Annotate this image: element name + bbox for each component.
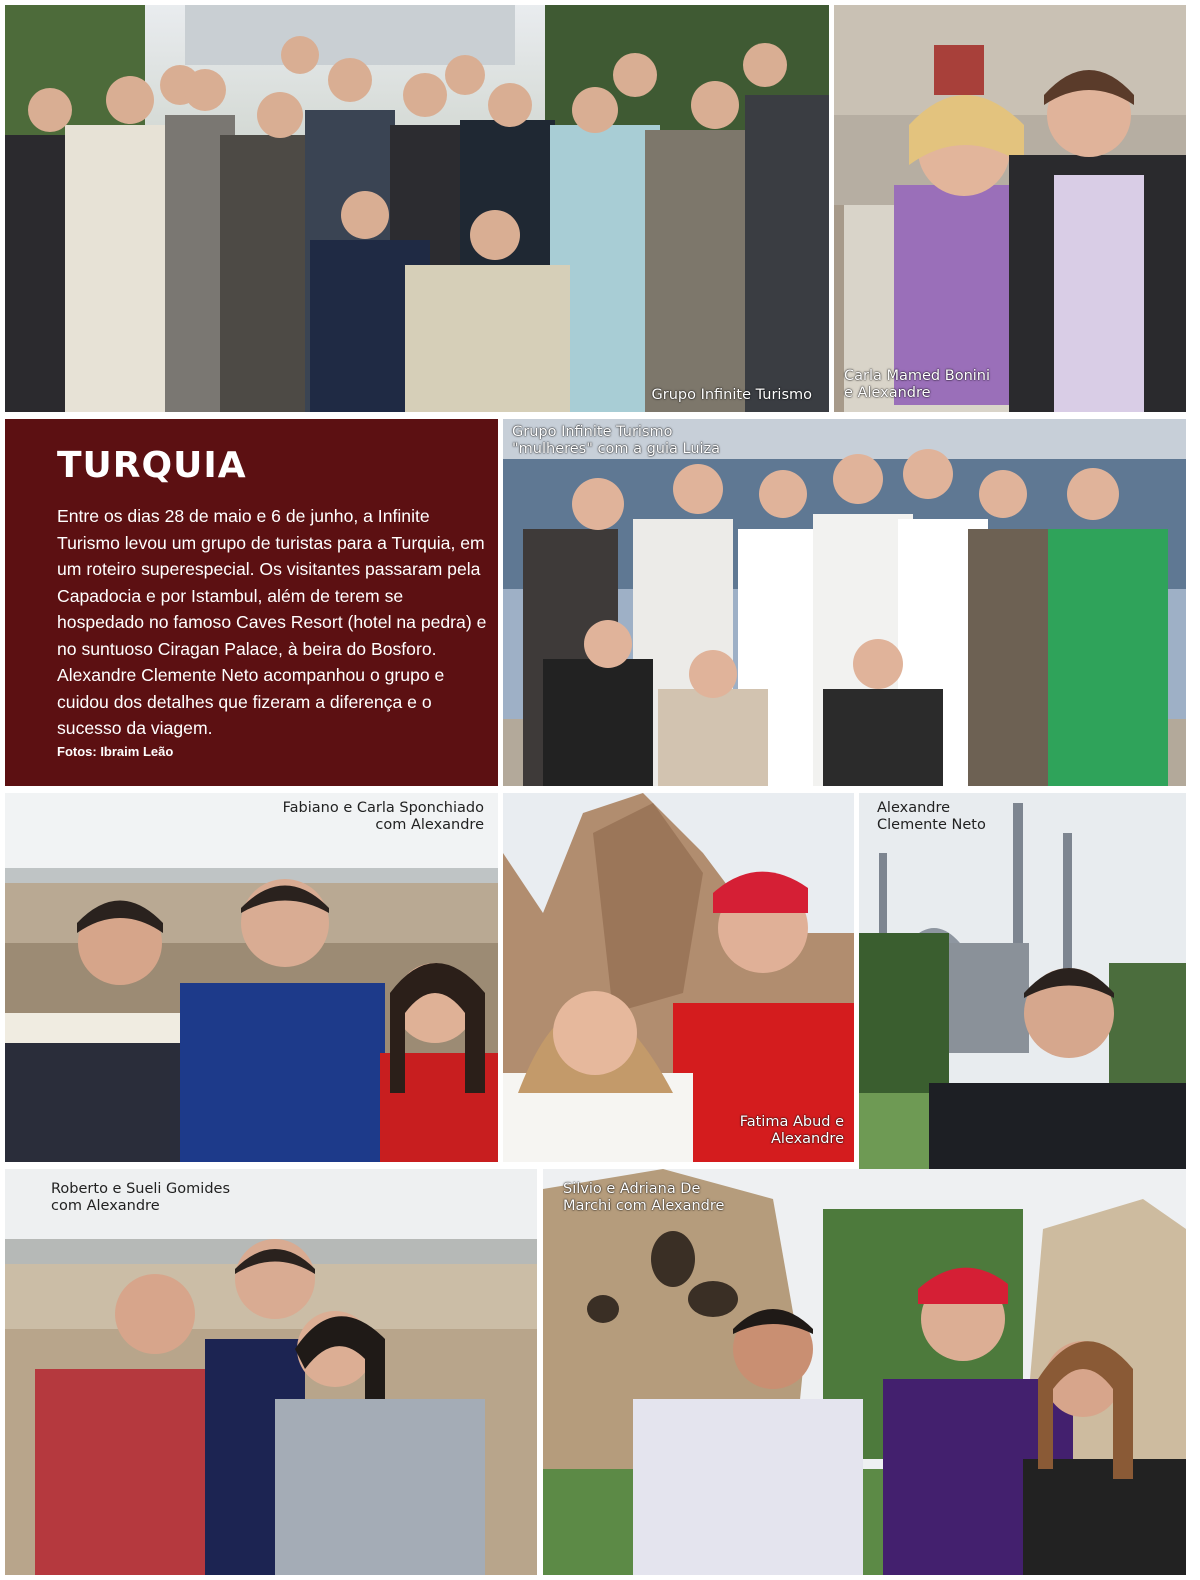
caption-group-infinite xyxy=(652,387,813,404)
caption-line: Fabiano e Carla Sponchiado xyxy=(282,800,484,816)
photo-fabiano-carla xyxy=(5,793,498,1162)
caption-carla-alexandre xyxy=(844,368,990,402)
caption-roberto-sueli xyxy=(51,1181,230,1215)
photo-alexandre-clemente xyxy=(859,793,1186,1171)
caption-line: Marchi com Alexandre xyxy=(563,1198,725,1214)
caption-line: com Alexandre xyxy=(51,1198,160,1214)
caption-line: Roberto e Sueli Gomides xyxy=(51,1181,230,1197)
caption-line: Alexandre xyxy=(770,1131,844,1147)
photo-group-infinite xyxy=(5,5,829,412)
caption-women-group xyxy=(512,424,720,458)
photo-carla-alexandre xyxy=(834,5,1186,412)
photo-women-group xyxy=(503,419,1186,786)
caption-alexandre-clemente xyxy=(877,800,986,834)
photo-roberto-sueli xyxy=(5,1169,537,1575)
caption-line: com Alexandre xyxy=(375,817,484,833)
photo-silvio-adriana xyxy=(543,1169,1186,1575)
caption-line: "mulheres" com a guia Luiza xyxy=(512,441,721,457)
caption-line: Silvio e Adriana De xyxy=(563,1181,701,1197)
caption-line: Clemente Neto xyxy=(877,817,986,833)
caption-line: Alexandre xyxy=(877,800,951,816)
caption-fatima-alexandre xyxy=(740,1114,844,1148)
caption-line: Fatima Abud e xyxy=(739,1114,844,1130)
caption-line: Carla Mamed Bonini xyxy=(844,368,991,384)
caption-line: Grupo Infinite Turismo xyxy=(512,424,673,440)
article-body: Entre os dias 28 de maio e 6 de junho, a Infinite Turismo levou um grupo de turistas para a Turquia, em um roteiro superespecial. Os visitantes passaram pela Capadocia e por Istambul, além de terem se hospedado no famoso Caves Resort (hotel na pedra) e no suntuoso Ciragan Palace, à beira do Bosforo. Alexandre Clemente Neto acompanhou o grupo e cuidou dos detalhes que fizeram a diferença e o sucesso da viagem. xyxy=(57,506,487,738)
caption-silvio-adriana xyxy=(563,1181,724,1215)
caption-fabiano-carla xyxy=(283,800,484,834)
article-panel xyxy=(5,419,498,786)
article-title: TURQUIA xyxy=(57,445,247,486)
photo-fatima-alexandre xyxy=(503,793,854,1162)
caption-line: Grupo Infinite Turismo xyxy=(651,387,812,403)
photo-credit: Fotos: Ibraim Leão xyxy=(57,744,174,759)
caption-line: e Alexandre xyxy=(844,385,931,401)
